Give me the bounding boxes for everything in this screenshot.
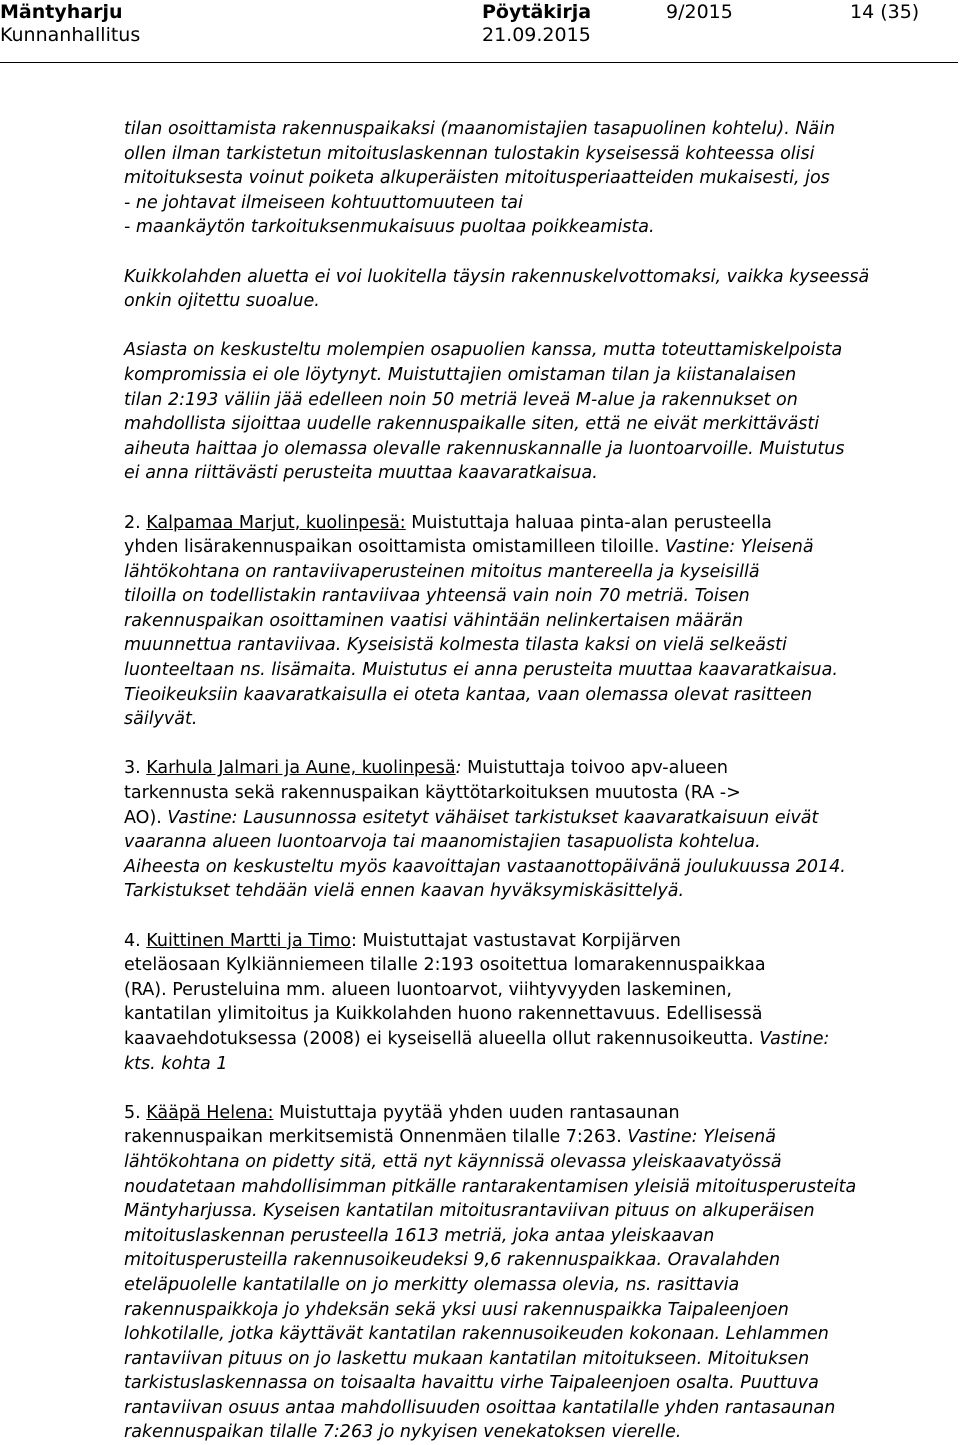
text-line: mahdollista sijoittaa uudelle rakennuspaikalle siten, että ne eivät merkittävästi [124,414,820,435]
text-span: Muistutus ei anna perusteita muuttaa kaavaratkaisua. [356,660,838,681]
text-line: tilan 2:193 väliin jää edelleen noin 50 metriä leveä M-alue ja rakennukset on [124,389,798,410]
text-span: Muistuttaja pyytää yhden uuden rantasaunan [273,1102,680,1123]
text-line: ei anna riittävästi perusteita muuttaa kaavaratkaisua. [124,463,598,484]
text-line: rantaviivan osuus antaa mahdollisuuden osoittaa kantatilalle yhden rantasaunan [124,1397,836,1418]
objector-name: Kuittinen Martti ja Timo [146,930,352,951]
text-line: mitoitusperusteilla rakennusoikeudeksi 9,6 rakennuspaikkaa. Oravalahden [124,1250,781,1271]
text-line: tarkistuslaskennassa on toisaalta havaittu virhe Taipaleenjoen osalta. Puuttuva [124,1373,819,1394]
text-line: Asiasta on keskusteltu molempien osapuolien kanssa, mutta toteuttamiskelpoista [124,340,843,361]
text-line: rakennuspaikkoja jo yhdeksän sekä yksi uusi rakennuspaikka Taipaleenjoen [124,1299,789,1320]
text-line: tilan osoittamista rakennuspaikaksi (maanomistajien tasapuolinen kohtelu). Näin [124,119,836,139]
text-line: Kuikkolahden aluetta ei voi luokitella täysin rakennuskelvottomaksi, vaikka kyseessä [124,266,870,287]
text-span: Muistuttaja toivoo apv-alueen [461,758,728,779]
text-span: kaavaehdotuksessa (2008) ei kyseisellä alueella ollut rakennusoikeutta. [124,1028,754,1049]
text-line: lohkotilalle, jotka käyttävät kantatilan rakennusoikeuden kokonaan. Lehlammen [124,1324,829,1345]
organ-name: Kunnanhallitus [0,24,141,46]
meeting-date: 21.09.2015 [482,24,591,46]
text-line: mitoituslaskennan perusteella 1613 metriä, joka antaa yleiskaavan [124,1225,715,1246]
document-type: Pöytäkirja [482,1,592,23]
response-span: Vastine: Yleisenä [659,537,814,558]
text-span: kompromissia ei ole löytynyt. [124,364,383,385]
text-line: - ne johtavat ilmeiseen kohtuuttomuuteen tai [124,192,523,213]
text-line: noudatetaan mahdollisimman pitkälle rantarakentamisen yleisiä mitoitusperusteita [124,1176,857,1197]
text-line: eteläpuolelle kantatilalle on jo merkitty olemassa olevia, ns. rasittavia [124,1274,740,1295]
text-span: AO). [124,807,162,828]
text-span: tiloilla on todellistakin rantaviivaa yhteensä vain noin 70 metriä. [124,586,690,607]
section-kalpamaa [124,511,904,732]
text-span: Muistuttajien omistaman tilan ja kiistanalaisen [382,364,797,385]
paragraph-kuikkolahti [124,265,904,314]
objector-name: Kalpamaa Marjut, kuolinpesä: [146,512,406,533]
section-karhula [124,756,904,904]
text-line: vaaranna alueen luontoarvoja tai maanomistajien tasapuolista kohtelua. [124,832,761,853]
page-number: 14 (35) [850,1,920,23]
header-divider [0,62,958,63]
text-span: rakennuspaikan merkitsemistä Onnenmäen tilalle 7:263. [124,1127,622,1148]
text-span: aiheuta haittaa jo olemassa olevalle rakennuskannalle ja luontoarvoille. [124,438,754,459]
paragraph-kompromissi [124,338,904,486]
text-span: Kyseisistä kolmesta tilasta kaksi on vielä selkeästi [341,635,787,656]
text-span: Muistuttaja haluaa pinta-alan perusteella [405,512,772,533]
document-number: 9/2015 [666,1,733,23]
text-span: Toisen [689,586,750,607]
text-line: rakennuspaikan tilalle 7:263 jo nykyisen venekatoksen vierelle. [124,1422,682,1443]
text-line: eteläosaan Kylkiänniemeen tilalle 2:193 osoitettua lomarakennuspaikkaa [124,955,766,976]
text-line: mitoituksesta voinut poiketa alkuperäisten mitoitusperiaatteiden mukaisesti, jos [124,168,830,189]
section-kuittinen [124,929,904,1077]
section-kaapa [124,1101,904,1445]
text-line: kts. kohta 1 [124,1053,228,1074]
text-line: Tarkistukset tehdään vielä ennen kaavan hyväksymiskäsittelyä. [124,881,685,902]
section-number: 5. [124,1102,147,1123]
response-span: Vastine: [753,1028,830,1049]
response-span: Vastine: Yleisenä [621,1127,776,1148]
text-line: säilyvät. [124,709,198,730]
text-span: Muistutus [753,438,845,459]
section-number: 4. [124,930,147,951]
text-line: lähtökohtana on pidetty sitä, että nyt käynnissä olevassa yleiskaavatyössä [124,1151,782,1172]
text-span: muunnettua rantaviivaa. [124,635,342,656]
text-line: Aiheesta on keskusteltu myös kaavoittajan vastaanottopäivänä joulukuussa 2014. [124,856,846,877]
document-body [124,117,904,1445]
text-span: luonteeltaan ns. lisämaita. [124,660,357,681]
text-line: - maankäytön tarkoituksenmukaisuus puoltaa poikkeamista. [124,217,655,238]
text-span: : [455,758,462,779]
section-number: 3. [124,758,147,779]
text-line: Tieoikeuksiin kaavaratkaisulla ei oteta kantaa, vaan olemassa olevat rasitteen [124,684,813,705]
text-line: tarkennusta sekä rakennuspaikan käyttötarkoituksen muutosta (RA -> [124,783,741,804]
text-line: onkin ojitettu suoalue. [124,291,320,312]
text-line: Mäntyharjussa. Kyseisen kantatilan mitoitusrantaviivan pituus on alkuperäisen [124,1201,815,1222]
section-number: 2. [124,512,147,533]
objector-name: Karhula Jalmari ja Aune, kuolinpesä [146,758,456,779]
text-line: ollen ilman tarkistetun mitoituslaskennan tulostakin kyseisessä kohteessa olisi [124,143,815,164]
text-line: kantatilan ylimitoitus ja Kuikkolahden huono rakennettavuus. Edellisessä [124,1004,763,1025]
objector-name: Kääpä Helena: [146,1102,274,1123]
text-line: lähtökohtana on rantaviivaperusteinen mitoitus mantereella ja kyseisillä [124,561,760,582]
paragraph-mitoitus [124,117,904,240]
text-span: : Muistuttajat vastustavat Korpijärven [351,930,681,951]
text-line: rantaviivan pituus on jo laskettu mukaan kantatilan mitoitukseen. Mitoituksen [124,1348,810,1369]
text-line: (RA). Perusteluina mm. alueen luontoarvot, viihtyvyyden laskeminen, [124,979,732,1000]
text-line: rakennuspaikan osoittaminen vaatisi vähintään nelinkertaisen määrän [124,610,744,631]
response-span: Vastine: Lausunnossa esitetyt vähäiset tarkistukset kaavaratkaisuun eivät [161,807,819,828]
municipality-name: Mäntyharju [0,1,123,23]
page-header [0,0,960,60]
text-span: yhden lisärakennuspaikan osoittamista omistamilleen tiloille. [124,537,660,558]
